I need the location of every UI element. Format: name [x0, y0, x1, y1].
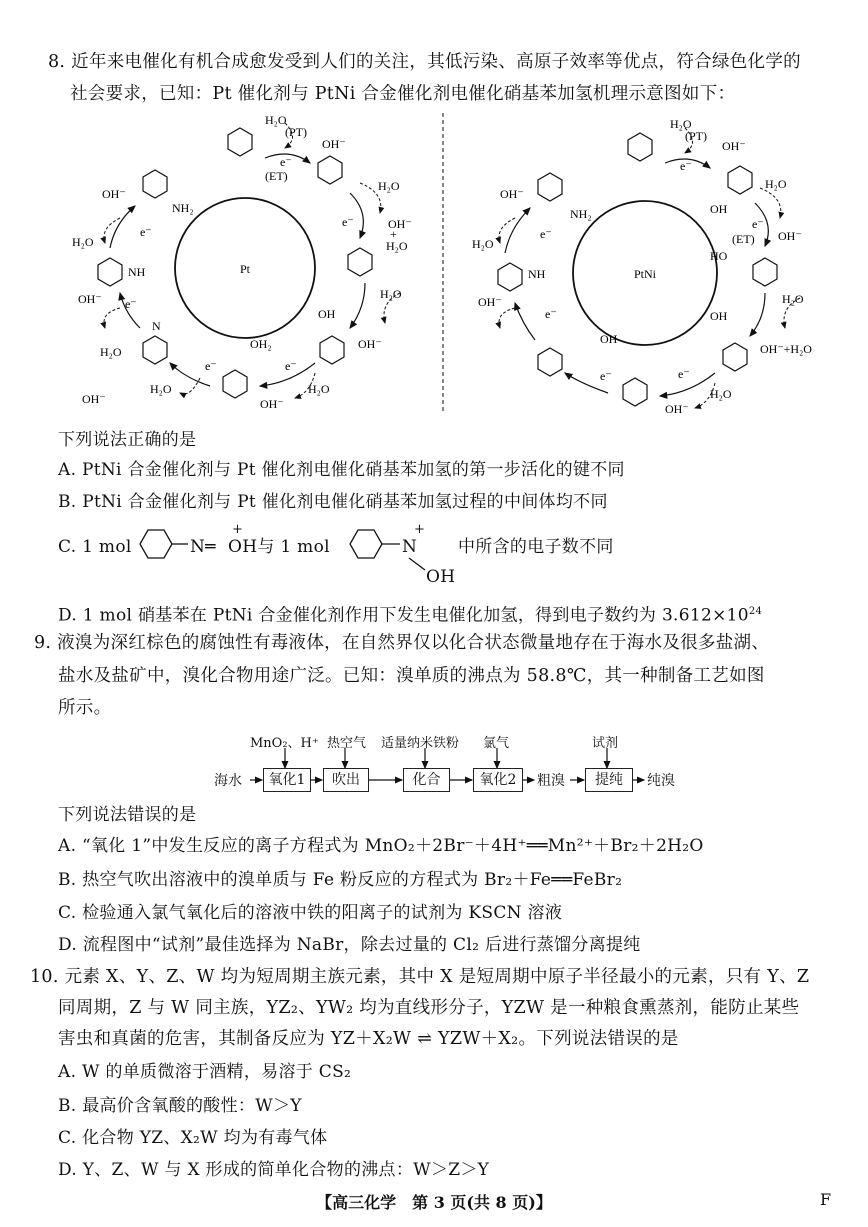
q10-stem-line2: 同周期，Z 与 W 同主族，YZ₂、YW₂ 均为直线形分子，YZW 是一种粮食熏蒸剂，能防止某些	[58, 998, 800, 1018]
r-label-e2: e⁻	[752, 217, 764, 231]
benzene-ring	[728, 166, 752, 194]
flow-box-oxidation2: 氧化2	[473, 768, 523, 792]
flow-end: 纯溴	[647, 773, 675, 789]
benzene-ring	[723, 343, 747, 371]
q10-option-d: D. Y、Z、W 与 X 形成的简单化合物的沸点：W＞Z＞Y	[58, 1160, 490, 1180]
label-e5: e⁻	[205, 359, 217, 373]
q10-stem-line3: 害虫和真菌的危害，其制备反应为 YZ＋X₂W ⇌ YZW＋X₂。下列说法错误的是	[58, 1029, 679, 1049]
r-label-h2o-1: H₂O	[765, 177, 787, 191]
flow-crude-bromine: 粗溴	[537, 773, 565, 789]
label-oh-sup: OH	[318, 307, 336, 321]
flow-box-blowout: 吹出	[323, 768, 369, 792]
r-label-oh-nh2: OH⁻	[500, 187, 524, 201]
benzene-ring	[498, 263, 522, 291]
page-footer: 【高三化学 第 3 页(共 8 页)】	[316, 1193, 552, 1212]
label-h2o-4: H₂O	[386, 239, 408, 253]
label-oh-3: OH⁻	[358, 337, 382, 351]
q8-option-d-text: D. 1 mol 硝基苯在 PtNi 合金催化剂作用下发生电催化加氢，得到电子数约为 3.612×10	[58, 605, 749, 626]
benzene-ring	[538, 173, 562, 201]
r-label-pt: (PT)	[685, 129, 707, 143]
label-h2o-2: H₂O	[100, 345, 122, 359]
label-h2o-3: H₂O	[378, 179, 400, 193]
label-h2o-5: H₂O	[380, 287, 402, 301]
label-e6: e⁻	[285, 359, 297, 373]
label-n: N	[152, 319, 161, 333]
q8-option-a: A. PtNi 合金催化剂与 Pt 催化剂电催化硝基苯加氢的第一步活化的键不同	[58, 460, 625, 480]
benzene-ring	[628, 133, 652, 161]
r-label-nh2: NH₂	[570, 207, 592, 221]
benzene-ring	[348, 248, 372, 276]
r-label-oh-b: OH	[710, 309, 728, 323]
label-h2o-pt: H₂O	[265, 113, 287, 127]
r-label-oh-pt: OH⁻	[722, 139, 746, 153]
r-label-ho: HO	[710, 249, 728, 263]
q8-option-b: B. PtNi 合金催化剂与 Pt 催化剂电催化硝基苯加氢过程的中间体均不同	[58, 492, 608, 512]
q8-option-d-sup: 24	[748, 606, 763, 617]
r-label-oh-c: OH	[600, 332, 618, 346]
label-e2: e⁻	[342, 215, 354, 229]
q9-stem-line3: 所示。	[58, 698, 112, 718]
r-label-e6: e⁻	[540, 227, 552, 241]
label-pt: (PT)	[285, 125, 307, 139]
q10-stem-line1: 10. 元素 X、Y、Z、W 均为短周期主族元素，其中 X 是短周期中原子半径最小的元素，只有 Y、Z	[30, 967, 810, 987]
r-label-oh-2: OH⁻	[478, 295, 502, 309]
flow-start: 海水	[214, 773, 242, 789]
q9-option-b: B. 热空气吹出溶液中的溴单质与 Fe 粉反应的方程式为 Br₂＋Fe══FeBr₂	[58, 870, 623, 890]
r-label-oh-h2o: OH⁻+H₂O	[760, 342, 812, 356]
r-label-h2o-pt: H₂O	[670, 117, 692, 131]
r-label-h2o-2: H₂O	[472, 237, 494, 251]
label-e3: e⁻	[140, 225, 152, 239]
ptni-label: PtNi	[633, 267, 657, 281]
r-label-e3: e⁻	[545, 307, 557, 321]
q8-option-c-pre: C. 1 mol	[58, 537, 132, 557]
q9-stem-line2: 盐水及盐矿中，溴化合物用途广泛。已知：溴单质的沸点为 58.8℃，其一种制备工艺如图	[58, 666, 765, 686]
benzene-structure-c2	[340, 526, 402, 566]
input-oxidizer: MnO₂、H⁺	[250, 736, 319, 751]
q9-option-c: C. 检验通入氯气氧化后的溶液中铁的阳离子的试剂为 KSCN 溶液	[58, 903, 563, 923]
r-label-e4: e⁻	[600, 369, 612, 383]
label-h2o-7: H₂O	[308, 382, 330, 396]
q9-option-a: A. “氧化 1”中发生反应的离子方程式为 MnO₂＋2Br⁻＋4H⁺══Mn²⁺＋Br₂＋2H₂O	[58, 836, 704, 856]
label-oh-2: OH⁻	[388, 217, 412, 231]
q10-option-a: A. W 的单质微溶于酒精，易溶于 CS₂	[58, 1062, 352, 1082]
mechanism-diagram	[60, 108, 830, 418]
flow-box-purify: 提纯	[585, 768, 633, 792]
q8-option-c-post: 中所含的电子数不同	[458, 537, 614, 557]
label-oh-4: OH⁻	[260, 397, 284, 411]
input-reagent: 试剂	[592, 736, 619, 751]
label-h2o-1: H₂O	[72, 235, 94, 249]
process-flowchart	[0, 730, 868, 800]
label-oh-5: OH⁻	[82, 392, 106, 406]
r-label-h2o-3: H₂O	[782, 292, 804, 306]
q10-option-b: B. 最高价含氧酸的酸性：W＞Y	[58, 1096, 302, 1116]
q10-option-c: C. 化合物 YZ、X₂W 均为有毒气体	[58, 1128, 328, 1148]
q8-option-c-mid2: OH与 1 mol	[228, 537, 330, 557]
label-oh-nh2: OH⁻	[102, 187, 126, 201]
benzene-structure-c1	[130, 526, 190, 566]
label-h2o-6: H₂O	[150, 382, 172, 396]
r-label-e1: e⁻	[680, 159, 692, 173]
benzene-ring	[320, 336, 344, 364]
label-oh-1: OH⁻	[78, 292, 102, 306]
q8-stem-line1: 8. 近年来电催化有机合成愈发受到人们的关注，其低污染、高原子效率等优点，符合绿色化学的	[48, 52, 801, 72]
r-label-e5: e⁻	[678, 367, 690, 381]
label-e1: e⁻	[280, 155, 292, 169]
q8-prompt: 下列说法正确的是	[58, 430, 197, 450]
benzene-ring	[228, 128, 252, 156]
benzene-ring	[143, 336, 167, 364]
label-e4: e⁻	[125, 297, 137, 311]
q8-option-c-plus2: +	[414, 522, 425, 537]
label-oh-pt: OH⁻	[322, 137, 346, 151]
q8-stem-line2: 社会要求，已知：Pt 催化剂与 PtNi 合金催化剂电催化硝基苯加氢机理示意图如下：	[70, 84, 736, 104]
q8-option-c-n: N	[402, 537, 418, 557]
input-chlorine: 氯气	[483, 736, 510, 751]
r-label-oh-a: OH	[710, 202, 728, 216]
input-nano-iron: 适量纳米铁粉	[381, 736, 460, 751]
benzene-ring	[753, 258, 777, 286]
q8-option-d	[58, 600, 762, 628]
benzene-ring	[623, 378, 647, 406]
input-hot-air: 热空气	[327, 736, 367, 751]
q8-option-c-plus1: +	[232, 522, 243, 537]
benzene-ring	[538, 348, 562, 376]
r-label-oh-1: OH⁻	[778, 229, 802, 243]
label-et: (ET)	[265, 169, 288, 183]
q9-stem-line1: 9. 液溴为深红棕色的腐蚀性有毒液体，在自然界仅以化合状态微量地存在于海水及很多盐湖、	[34, 633, 770, 653]
flow-box-combine: 化合	[403, 768, 450, 792]
q8-option-c-mid1: N═	[190, 537, 216, 557]
r-label-nh: NH	[528, 267, 546, 281]
q9-prompt: 下列说法错误的是	[58, 805, 197, 825]
benzene-ring	[318, 156, 342, 184]
benzene-ring	[98, 258, 122, 286]
r-label-oh-3: OH⁻	[665, 402, 689, 416]
label-nh: NH	[128, 265, 146, 279]
benzene-ring	[223, 370, 247, 398]
benzene-ring	[143, 170, 167, 198]
label-nh2: NH₂	[172, 201, 194, 215]
r-label-h2o-4: H₂O	[710, 387, 732, 401]
pt-label: Pt	[239, 262, 251, 276]
q8-option-c-oh: OH	[426, 567, 456, 587]
label-plus: +	[390, 227, 397, 241]
flow-box-oxidation1: 氧化1	[263, 768, 311, 792]
r-label-et: (ET)	[732, 232, 755, 246]
corner-mark: F	[820, 1190, 832, 1209]
label-oh2: OH₂	[250, 337, 272, 351]
q9-option-d: D. 流程图中“试剂”最佳选择为 NaBr，除去过量的 Cl₂ 后进行蒸馏分离提纯	[58, 935, 641, 955]
